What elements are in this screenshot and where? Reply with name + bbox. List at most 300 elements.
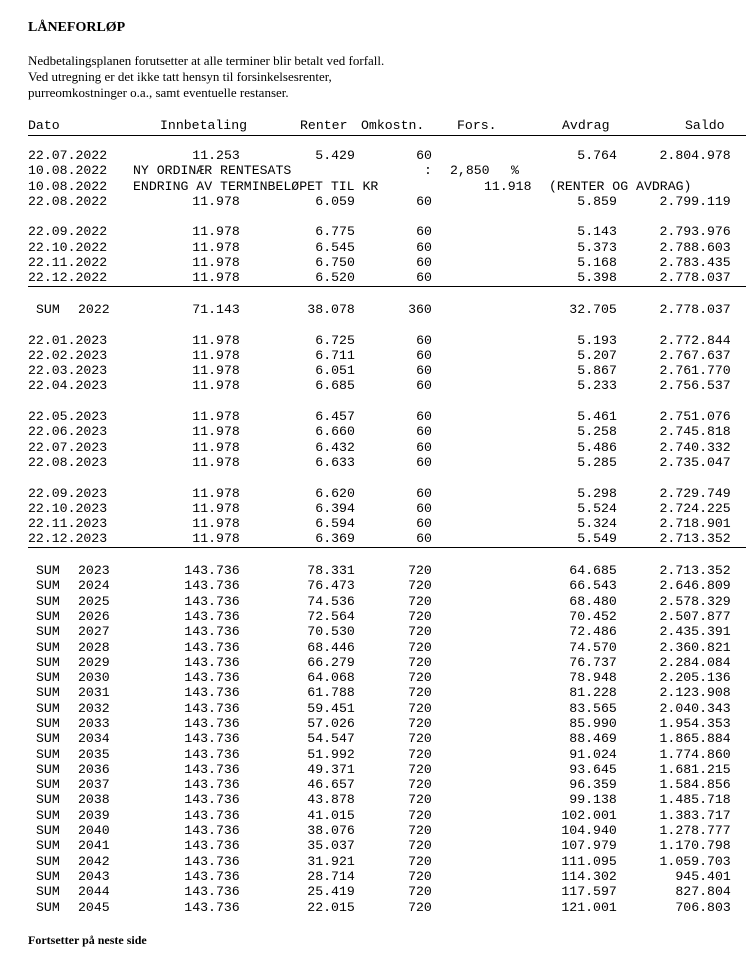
note-row-rentesats bbox=[0, 163, 753, 178]
sum-row bbox=[0, 747, 753, 762]
cell-sum-label: SUM bbox=[36, 593, 60, 609]
cell-avdrag: 111.095 bbox=[561, 853, 617, 869]
cell-sum-year: 2038 bbox=[78, 792, 110, 808]
cell-omkostn: 720 bbox=[408, 853, 432, 869]
cell-innbetaling: 143.736 bbox=[184, 884, 240, 900]
cell-saldo: 2.767.637 bbox=[659, 347, 731, 363]
cell-renter: 6.633 bbox=[315, 454, 355, 470]
cell-saldo: 2.713.352 bbox=[659, 563, 731, 579]
sum-row bbox=[0, 640, 753, 655]
cell-sum-label: SUM bbox=[36, 608, 60, 624]
note-separator: : bbox=[424, 163, 432, 179]
cell-dato: 22.08.2023 bbox=[28, 454, 108, 470]
cell-innbetaling: 143.736 bbox=[184, 838, 240, 854]
cell-renter: 70.530 bbox=[307, 624, 355, 640]
cell-renter: 6.394 bbox=[315, 500, 355, 516]
table-row bbox=[0, 333, 753, 348]
cell-saldo: 2.756.537 bbox=[659, 378, 731, 394]
cell-omkostn: 60 bbox=[416, 485, 432, 501]
cell-renter: 6.457 bbox=[315, 409, 355, 425]
cell-saldo: 2.718.901 bbox=[659, 516, 731, 532]
cell-saldo: 2.360.821 bbox=[659, 639, 731, 655]
sum-row bbox=[0, 670, 753, 685]
cell-omkostn: 60 bbox=[416, 378, 432, 394]
cell-avdrag: 96.359 bbox=[569, 777, 617, 793]
cell-renter: 61.788 bbox=[307, 685, 355, 701]
cell-sum-year: 2044 bbox=[78, 884, 110, 900]
cell-dato: 22.10.2022 bbox=[28, 239, 108, 255]
cell-innbetaling: 143.736 bbox=[184, 731, 240, 747]
cell-sum-year: 2022 bbox=[78, 301, 110, 317]
cell-saldo: 2.713.352 bbox=[659, 531, 731, 547]
cell-sum-label: SUM bbox=[36, 685, 60, 701]
sum-row bbox=[0, 302, 753, 317]
cell-renter: 51.992 bbox=[307, 746, 355, 762]
cell-sum-label: SUM bbox=[36, 639, 60, 655]
cell-saldo: 2.788.603 bbox=[659, 239, 731, 255]
cell-sum-year: 2026 bbox=[78, 608, 110, 624]
cell-dato: 22.01.2023 bbox=[28, 332, 108, 348]
row-spacer bbox=[0, 317, 753, 332]
cell-innbetaling: 11.978 bbox=[192, 378, 240, 394]
cell-dato: 22.04.2023 bbox=[28, 378, 108, 394]
cell-innbetaling: 143.736 bbox=[184, 593, 240, 609]
cell-sum-year: 2027 bbox=[78, 624, 110, 640]
cell-saldo: 2.435.391 bbox=[659, 624, 731, 640]
cell-avdrag: 5.398 bbox=[577, 270, 617, 286]
table-header bbox=[0, 118, 753, 134]
cell-avdrag: 5.524 bbox=[577, 500, 617, 516]
cell-renter: 59.451 bbox=[307, 700, 355, 716]
cell-avdrag: 32.705 bbox=[569, 301, 617, 317]
cell-sum-label: SUM bbox=[36, 884, 60, 900]
header-dato: Dato bbox=[28, 118, 60, 133]
cell-sum-label: SUM bbox=[36, 670, 60, 686]
cell-omkostn: 720 bbox=[408, 700, 432, 716]
cell-sum-label: SUM bbox=[36, 823, 60, 839]
cell-sum-year: 2042 bbox=[78, 853, 110, 869]
cell-omkostn: 720 bbox=[408, 746, 432, 762]
cell-avdrag: 5.461 bbox=[577, 409, 617, 425]
cell-dato: 22.05.2023 bbox=[28, 409, 108, 425]
cell-omkostn: 60 bbox=[416, 500, 432, 516]
table-row bbox=[0, 363, 753, 378]
cell-saldo: 2.724.225 bbox=[659, 500, 731, 516]
cell-sum-label: SUM bbox=[36, 654, 60, 670]
cell-sum-year: 2035 bbox=[78, 746, 110, 762]
cell-sum-label: SUM bbox=[36, 746, 60, 762]
cell-renter: 46.657 bbox=[307, 777, 355, 793]
cell-avdrag: 5.764 bbox=[577, 148, 617, 163]
cell-renter: 35.037 bbox=[307, 838, 355, 854]
cell-saldo: 1.485.718 bbox=[659, 792, 731, 808]
cell-sum-year: 2023 bbox=[78, 563, 110, 579]
cell-dato: 22.02.2023 bbox=[28, 347, 108, 363]
cell-sum-label: SUM bbox=[36, 624, 60, 640]
cell-omkostn: 60 bbox=[416, 439, 432, 455]
cell-omkostn: 360 bbox=[408, 301, 432, 317]
cell-sum-label: SUM bbox=[36, 899, 60, 915]
cell-omkostn: 60 bbox=[416, 424, 432, 440]
cell-avdrag: 114.302 bbox=[561, 868, 617, 884]
cell-sum-label: SUM bbox=[36, 853, 60, 869]
cell-sum-label: SUM bbox=[36, 715, 60, 731]
cell-omkostn: 720 bbox=[408, 868, 432, 884]
cell-avdrag: 99.138 bbox=[569, 792, 617, 808]
cell-avdrag: 5.298 bbox=[577, 485, 617, 501]
cell-saldo: 2.783.435 bbox=[659, 255, 731, 271]
cell-innbetaling: 143.736 bbox=[184, 685, 240, 701]
cell-saldo: 2.205.136 bbox=[659, 670, 731, 686]
cell-innbetaling: 11.978 bbox=[192, 516, 240, 532]
cell-saldo: 2.772.844 bbox=[659, 332, 731, 348]
cell-omkostn: 60 bbox=[416, 239, 432, 255]
cell-dato: 22.09.2022 bbox=[28, 224, 108, 240]
intro-line: Ved utregning er det ikke tatt hensyn til forsinkelsesrenter, bbox=[28, 69, 332, 84]
cell-innbetaling: 11.978 bbox=[192, 454, 240, 470]
cell-renter: 6.520 bbox=[315, 270, 355, 286]
cell-saldo: 2.793.976 bbox=[659, 224, 731, 240]
table-row bbox=[0, 531, 753, 546]
cell-innbetaling: 143.736 bbox=[184, 700, 240, 716]
cell-sum-label: SUM bbox=[36, 761, 60, 777]
table-row bbox=[0, 455, 753, 470]
cell-saldo: 2.646.809 bbox=[659, 578, 731, 594]
cell-innbetaling: 11.978 bbox=[192, 332, 240, 348]
table-row bbox=[0, 424, 753, 439]
cell-avdrag: 5.324 bbox=[577, 516, 617, 532]
cell-avdrag: 5.193 bbox=[577, 332, 617, 348]
cell-sum-year: 2036 bbox=[78, 761, 110, 777]
cell-avdrag: 81.228 bbox=[569, 685, 617, 701]
cell-avdrag: 85.990 bbox=[569, 715, 617, 731]
note-unit: % bbox=[511, 163, 519, 179]
cell-innbetaling: 11.978 bbox=[192, 409, 240, 425]
cell-saldo: 2.799.119 bbox=[659, 193, 731, 209]
cell-dato: 22.11.2022 bbox=[28, 255, 108, 271]
cell-renter: 74.536 bbox=[307, 593, 355, 609]
cell-omkostn: 720 bbox=[408, 838, 432, 854]
cell-dato: 22.03.2023 bbox=[28, 363, 108, 379]
cell-avdrag: 74.570 bbox=[569, 639, 617, 655]
sum-row bbox=[0, 731, 753, 746]
row-spacer bbox=[0, 470, 753, 485]
note-suffix: (RENTER OG AVDRAG) bbox=[549, 178, 692, 194]
cell-omkostn: 720 bbox=[408, 578, 432, 594]
cell-innbetaling: 11.978 bbox=[192, 363, 240, 379]
cell-sum-label: SUM bbox=[36, 838, 60, 854]
header-saldo: Saldo bbox=[685, 118, 725, 133]
cell-omkostn: 720 bbox=[408, 777, 432, 793]
cell-innbetaling: 11.978 bbox=[192, 193, 240, 209]
cell-saldo: 2.729.749 bbox=[659, 485, 731, 501]
cell-avdrag: 88.469 bbox=[569, 731, 617, 747]
cell-innbetaling: 143.736 bbox=[184, 624, 240, 640]
cell-dato: 22.11.2023 bbox=[28, 516, 108, 532]
table-row bbox=[0, 378, 753, 393]
cell-saldo: 2.578.329 bbox=[659, 593, 731, 609]
sum-row bbox=[0, 594, 753, 609]
cell-sum-label: SUM bbox=[36, 731, 60, 747]
cell-saldo: 1.865.884 bbox=[659, 731, 731, 747]
cell-omkostn: 720 bbox=[408, 823, 432, 839]
cell-innbetaling: 143.736 bbox=[184, 639, 240, 655]
cell-innbetaling: 11.253 bbox=[192, 148, 240, 163]
cell-saldo: 1.278.777 bbox=[659, 823, 731, 839]
note-row-terminbelop bbox=[0, 179, 753, 194]
intro-line: Nedbetalingsplanen forutsetter at alle terminer blir betalt ved forfall. bbox=[28, 53, 385, 68]
sum-row bbox=[0, 762, 753, 777]
cell-avdrag: 104.940 bbox=[561, 823, 617, 839]
header-innbetaling: Innbetaling bbox=[160, 118, 248, 133]
note-text: NY ORDINÆR RENTESATS bbox=[133, 163, 292, 179]
cell-innbetaling: 143.736 bbox=[184, 608, 240, 624]
cell-renter: 6.051 bbox=[315, 363, 355, 379]
header-fors: Fors. bbox=[457, 118, 497, 133]
cell-renter: 25.419 bbox=[307, 884, 355, 900]
sum-row bbox=[0, 685, 753, 700]
cell-avdrag: 107.979 bbox=[561, 838, 617, 854]
cell-sum-year: 2030 bbox=[78, 670, 110, 686]
cell-omkostn: 720 bbox=[408, 608, 432, 624]
sum-row bbox=[0, 624, 753, 639]
cell-avdrag: 76.737 bbox=[569, 654, 617, 670]
cell-avdrag: 121.001 bbox=[561, 899, 617, 915]
cell-innbetaling: 11.978 bbox=[192, 485, 240, 501]
cell-renter: 38.076 bbox=[307, 823, 355, 839]
cell-avdrag: 70.452 bbox=[569, 608, 617, 624]
cell-avdrag: 5.859 bbox=[577, 193, 617, 209]
cell-saldo: 1.681.215 bbox=[659, 761, 731, 777]
cell-avdrag: 117.597 bbox=[561, 884, 617, 900]
cell-omkostn: 60 bbox=[416, 255, 432, 271]
cell-innbetaling: 143.736 bbox=[184, 761, 240, 777]
cell-dato: 22.09.2023 bbox=[28, 485, 108, 501]
table-body bbox=[0, 148, 753, 915]
sum-row bbox=[0, 792, 753, 807]
cell-omkostn: 720 bbox=[408, 884, 432, 900]
cell-omkostn: 720 bbox=[408, 593, 432, 609]
note-text: ENDRING AV TERMINBELØPET TIL KR bbox=[133, 178, 379, 194]
cell-innbetaling: 11.978 bbox=[192, 424, 240, 440]
row-spacer bbox=[0, 209, 753, 224]
table-row bbox=[0, 516, 753, 531]
cell-innbetaling: 143.736 bbox=[184, 868, 240, 884]
table-row bbox=[0, 224, 753, 239]
cell-sum-year: 2028 bbox=[78, 639, 110, 655]
cell-dato: 10.08.2022 bbox=[28, 178, 108, 194]
cell-innbetaling: 71.143 bbox=[192, 301, 240, 317]
cell-sum-year: 2041 bbox=[78, 838, 110, 854]
sum-row bbox=[0, 900, 753, 915]
cell-dato: 22.07.2023 bbox=[28, 439, 108, 455]
table-row bbox=[0, 240, 753, 255]
cell-renter: 49.371 bbox=[307, 761, 355, 777]
cell-avdrag: 5.258 bbox=[577, 424, 617, 440]
cell-renter: 22.015 bbox=[307, 899, 355, 915]
cell-renter: 38.078 bbox=[307, 301, 355, 317]
cell-innbetaling: 143.736 bbox=[184, 746, 240, 762]
sum-row bbox=[0, 578, 753, 593]
cell-dato: 22.10.2023 bbox=[28, 500, 108, 516]
row-spacer bbox=[0, 394, 753, 409]
table-row bbox=[0, 409, 753, 424]
cell-omkostn: 720 bbox=[408, 731, 432, 747]
row-spacer bbox=[0, 287, 753, 302]
cell-avdrag: 66.543 bbox=[569, 578, 617, 594]
sum-row bbox=[0, 609, 753, 624]
cell-sum-year: 2037 bbox=[78, 777, 110, 793]
cell-saldo: 2.123.908 bbox=[659, 685, 731, 701]
cell-sum-year: 2043 bbox=[78, 868, 110, 884]
cell-saldo: 1.170.798 bbox=[659, 838, 731, 854]
cell-innbetaling: 11.978 bbox=[192, 239, 240, 255]
header-renter: Renter bbox=[300, 118, 348, 133]
table-row bbox=[0, 486, 753, 501]
cell-dato: 22.08.2022 bbox=[28, 193, 108, 209]
cell-renter: 43.878 bbox=[307, 792, 355, 808]
sum-row bbox=[0, 823, 753, 838]
cell-omkostn: 60 bbox=[416, 148, 432, 163]
cell-innbetaling: 143.736 bbox=[184, 807, 240, 823]
cell-sum-label: SUM bbox=[36, 777, 60, 793]
table-row bbox=[0, 255, 753, 270]
cell-renter: 66.279 bbox=[307, 654, 355, 670]
cell-avdrag: 93.645 bbox=[569, 761, 617, 777]
cell-saldo: 2.040.343 bbox=[659, 700, 731, 716]
sum-row bbox=[0, 655, 753, 670]
cell-omkostn: 720 bbox=[408, 639, 432, 655]
cell-renter: 6.685 bbox=[315, 378, 355, 394]
sum-row bbox=[0, 701, 753, 716]
cell-avdrag: 91.024 bbox=[569, 746, 617, 762]
cell-renter: 78.331 bbox=[307, 563, 355, 579]
table-row bbox=[0, 270, 753, 285]
cell-renter: 6.059 bbox=[315, 193, 355, 209]
cell-sum-year: 2025 bbox=[78, 593, 110, 609]
cell-avdrag: 5.143 bbox=[577, 224, 617, 240]
cell-avdrag: 5.285 bbox=[577, 454, 617, 470]
cell-saldo: 945.401 bbox=[675, 868, 731, 884]
cell-omkostn: 60 bbox=[416, 516, 432, 532]
cell-innbetaling: 143.736 bbox=[184, 823, 240, 839]
cell-renter: 6.660 bbox=[315, 424, 355, 440]
cell-renter: 6.711 bbox=[315, 347, 355, 363]
sum-row bbox=[0, 716, 753, 731]
cell-avdrag: 68.480 bbox=[569, 593, 617, 609]
cell-omkostn: 720 bbox=[408, 685, 432, 701]
cell-sum-label: SUM bbox=[36, 700, 60, 716]
cell-saldo: 2.284.084 bbox=[659, 654, 731, 670]
cell-saldo: 827.804 bbox=[675, 884, 731, 900]
cell-renter: 54.547 bbox=[307, 731, 355, 747]
cell-dato: 10.08.2022 bbox=[28, 163, 108, 179]
cell-omkostn: 60 bbox=[416, 363, 432, 379]
cell-saldo: 1.059.703 bbox=[659, 853, 731, 869]
cell-innbetaling: 11.978 bbox=[192, 531, 240, 547]
cell-sum-year: 2034 bbox=[78, 731, 110, 747]
cell-renter: 6.620 bbox=[315, 485, 355, 501]
cell-saldo: 2.804.978 bbox=[659, 148, 731, 163]
cell-sum-year: 2031 bbox=[78, 685, 110, 701]
cell-dato: 22.12.2023 bbox=[28, 531, 108, 547]
cell-sum-label: SUM bbox=[36, 301, 60, 317]
cell-innbetaling: 143.736 bbox=[184, 777, 240, 793]
cell-renter: 28.714 bbox=[307, 868, 355, 884]
cell-innbetaling: 143.736 bbox=[184, 578, 240, 594]
cell-innbetaling: 11.978 bbox=[192, 439, 240, 455]
cell-dato: 22.06.2023 bbox=[28, 424, 108, 440]
cell-innbetaling: 11.978 bbox=[192, 500, 240, 516]
cell-avdrag: 5.168 bbox=[577, 255, 617, 271]
cell-avdrag: 5.867 bbox=[577, 363, 617, 379]
cell-omkostn: 720 bbox=[408, 654, 432, 670]
table-row bbox=[0, 501, 753, 516]
cell-avdrag: 72.486 bbox=[569, 624, 617, 640]
cell-innbetaling: 143.736 bbox=[184, 853, 240, 869]
cell-omkostn: 720 bbox=[408, 624, 432, 640]
cell-renter: 6.750 bbox=[315, 255, 355, 271]
cell-innbetaling: 143.736 bbox=[184, 899, 240, 915]
cell-omkostn: 720 bbox=[408, 807, 432, 823]
cell-omkostn: 60 bbox=[416, 409, 432, 425]
cell-innbetaling: 143.736 bbox=[184, 563, 240, 579]
cell-omkostn: 60 bbox=[416, 332, 432, 348]
cell-saldo: 2.778.037 bbox=[659, 301, 731, 317]
sum-row bbox=[0, 869, 753, 884]
table-row bbox=[0, 440, 753, 455]
cell-renter: 57.026 bbox=[307, 715, 355, 731]
table-row bbox=[0, 348, 753, 363]
cell-saldo: 706.803 bbox=[675, 899, 731, 915]
sum-row bbox=[0, 563, 753, 578]
cell-saldo: 1.584.856 bbox=[659, 777, 731, 793]
cell-saldo: 2.751.076 bbox=[659, 409, 731, 425]
cell-innbetaling: 11.978 bbox=[192, 347, 240, 363]
cell-innbetaling: 11.978 bbox=[192, 270, 240, 286]
intro-line: purreomkostninger o.a., samt eventuelle restanser. bbox=[28, 85, 289, 100]
cell-omkostn: 60 bbox=[416, 454, 432, 470]
cell-sum-label: SUM bbox=[36, 578, 60, 594]
cell-avdrag: 5.373 bbox=[577, 239, 617, 255]
document-title: LÅNEFORLØP bbox=[28, 20, 126, 35]
intro-text bbox=[28, 53, 728, 101]
cell-avdrag: 83.565 bbox=[569, 700, 617, 716]
cell-innbetaling: 143.736 bbox=[184, 792, 240, 808]
cell-renter: 6.369 bbox=[315, 531, 355, 547]
cell-renter: 72.564 bbox=[307, 608, 355, 624]
row-spacer bbox=[0, 548, 753, 563]
note-value: 11.918 bbox=[484, 178, 532, 194]
sum-row bbox=[0, 777, 753, 792]
cell-saldo: 1.774.860 bbox=[659, 746, 731, 762]
cell-sum-year: 2033 bbox=[78, 715, 110, 731]
cell-avdrag: 78.948 bbox=[569, 670, 617, 686]
cell-avdrag: 5.486 bbox=[577, 439, 617, 455]
cell-saldo: 2.745.818 bbox=[659, 424, 731, 440]
cell-omkostn: 60 bbox=[416, 270, 432, 286]
cell-innbetaling: 143.736 bbox=[184, 654, 240, 670]
cell-innbetaling: 11.978 bbox=[192, 224, 240, 240]
cell-renter: 6.594 bbox=[315, 516, 355, 532]
cell-renter: 6.725 bbox=[315, 332, 355, 348]
cell-omkostn: 720 bbox=[408, 792, 432, 808]
sum-row bbox=[0, 838, 753, 853]
cell-omkostn: 60 bbox=[416, 193, 432, 209]
cell-renter: 41.015 bbox=[307, 807, 355, 823]
cell-sum-label: SUM bbox=[36, 563, 60, 579]
cell-omkostn: 60 bbox=[416, 224, 432, 240]
